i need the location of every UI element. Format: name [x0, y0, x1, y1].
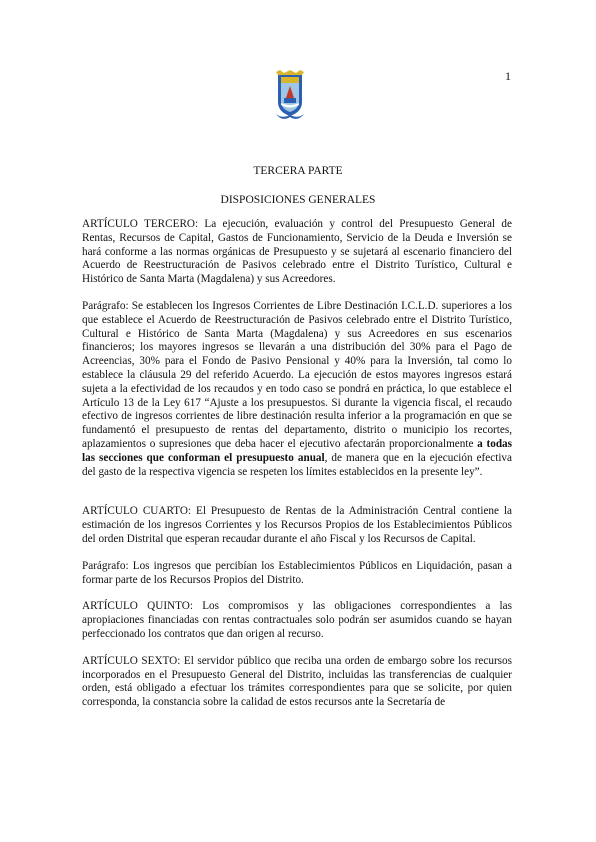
document-body	[82, 218, 512, 723]
article-fifth-paragraph: ARTÍCULO QUINTO: Los compromisos y las obligaciones correspondientes a las apropiaciones financiadas con rentas contractuales solo podrán ser asumidos cuando se hayan perfeccionado los contratos que dan origen al recurso.	[82, 600, 512, 640]
section-heading: DISPOSICIONES GENERALES	[220, 194, 376, 206]
part-heading: TERCERA PARTE	[253, 165, 343, 177]
emphasis-text: a todas las secciones que conforman el presupuesto anual	[82, 437, 512, 464]
article-fourth-paragraph: ARTÍCULO CUARTO: El Presupuesto de Rentas de la Administración Central contiene la estimación de los ingresos Corrientes y los Recursos Propios de los Establecimientos Públicos del orden Distrital que esperan recaudar durante el año Fiscal y los Recursos de Capital.	[82, 505, 512, 545]
page-number: 1	[505, 69, 511, 83]
article-fourth-paragraph-clause: Parágrafo: Los ingresos que percibían los Establecimientos Públicos en Liquidación, pasan a formar parte de los Recursos Propios del Distrito.	[82, 559, 512, 586]
article-third-paragraph-clause: Parágrafo: Se establecen los Ingresos Corrientes de Libre Destinación I.C.L.D. superiores a los que establece el Acuerdo de Reestructuración de Pasivos celebrado entre el Distrito Turístico, Cultural e Histórico de Santa Marta (Magdalena) y sus Acreedores en sus escenarios financieros; los mayores ingresos se llevarán a una distribución del 30% para el Pago de Acreencias, 30% para el Fondo de Pasivo Pensional y 40% para la Inversión, tal como lo establece la cláusula 29 del referido Acuerdo. La ejecución de estos mayores ingresos estará sujeta a la efectividad de los recaudos y en todo caso se pondrá en práctica, lo que establece el Artículo 13 de la Ley 617 “Ajuste a los presupuestos. Si durante la vigencia fiscal, el recaudo efectivo de ingresos corrientes de libre destinación resulta inferior a la programación en que se fundamentó el presupuesto de rentas del departamento, distrito o municipio los recortes, aplazamientos o supresiones que deba hacer el ejecutivo afectarán proporcionalmente a todas las secciones que conforman el presupuesto anual, de manera que en la ejecución efectiva del gasto de la respectiva vigencia se respeten los límites establecidos en la presente ley”.	[82, 299, 512, 478]
article-third-paragraph: ARTÍCULO TERCERO: La ejecución, evaluación y control del Presupuesto General de Rentas, Recursos de Capital, Gastos de Funcionamiento, Servicio de la Deuda e Inversión se hará conforme a las normas orgánicas de Presupuesto y se sujetará al escenario financiero del Acuerdo de Reestructuración de Pasivos celebrado entre el Distrito Turístico, Cultural e Histórico de Santa Marta (Magdalena) y sus Acreedores.	[82, 218, 512, 286]
article-sixth-paragraph: ARTÍCULO SEXTO: El servidor público que reciba una orden de embargo sobre los recursos incorporados en el Presupuesto General del Distrito, incluidas las transferencias de cualquier orden, está obligado a efectuar los trámites correspondientes para que se solicite, por quien corresponda, la constancia sobre la calidad de estos recursos ante la Secretaría de	[82, 654, 512, 709]
coat-of-arms-icon	[270, 70, 310, 122]
